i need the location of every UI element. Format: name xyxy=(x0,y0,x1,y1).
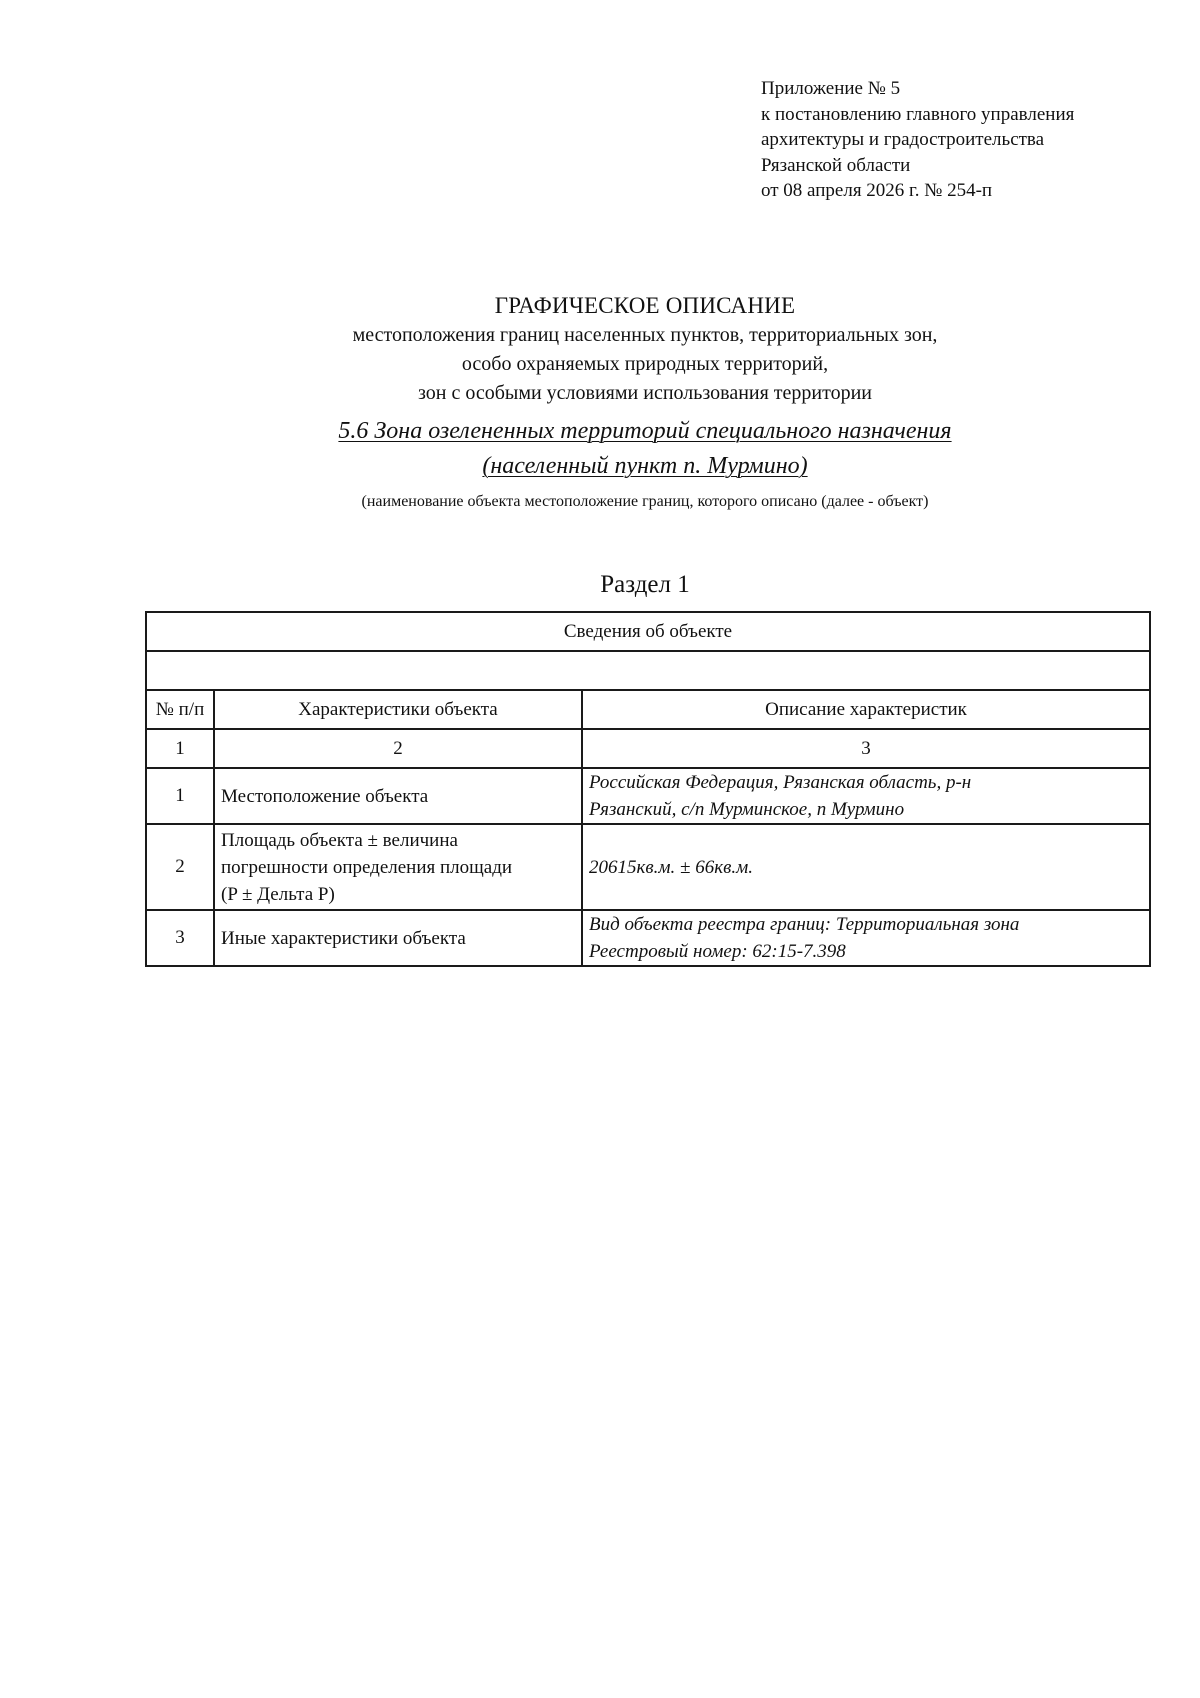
col-header-num: № п/п xyxy=(146,690,214,729)
subtitle-line: местоположения границ населенных пунктов, территориальных зон, xyxy=(352,324,938,346)
empty-row xyxy=(146,651,1150,690)
col-header-characteristic: Характеристики объекта xyxy=(214,690,582,729)
col-index: 2 xyxy=(214,729,582,768)
col-index: 3 xyxy=(582,729,1150,768)
object-info-table xyxy=(145,611,1151,967)
appendix-line: Приложение № 5 xyxy=(761,78,901,99)
object-name-line: (населенный пункт п. Мурмино) xyxy=(482,453,808,479)
appendix-block xyxy=(761,76,1074,204)
table-row xyxy=(146,768,1150,824)
col-header-description: Описание характеристик xyxy=(582,690,1150,729)
object-name xyxy=(0,414,1200,484)
object-name-line: 5.6 Зона озелененных территорий специального назначения xyxy=(338,418,952,444)
col-index: 1 xyxy=(146,729,214,768)
subtitle-line: особо охраняемых природных территорий, xyxy=(461,353,829,375)
table-header: Сведения об объекте xyxy=(146,612,1150,651)
document-title: ГРАФИЧЕСКОЕ ОПИСАНИЕ xyxy=(494,293,796,318)
appendix-line: Рязанской области xyxy=(761,154,911,176)
row-description xyxy=(582,910,1150,966)
row-number: 1 xyxy=(146,768,214,824)
characteristic-line: Площадь объекта ± величина xyxy=(221,829,458,851)
row-characteristic: Иные характеристики объекта xyxy=(214,910,582,966)
row-characteristic: Местоположение объекта xyxy=(214,768,582,824)
appendix-line: от 08 апреля 2026 г. № 254-п xyxy=(761,180,993,201)
description-line: Вид объекта реестра границ: Территориальная зона xyxy=(589,914,1020,935)
description-line: 20615кв.м. ± 66кв.м. xyxy=(589,856,753,878)
characteristic-line: погрешности определения площади xyxy=(221,856,513,878)
subtitle-line: зон с особыми условиями использования территории xyxy=(417,382,873,404)
characteristic-line: (P ± Дельта P) xyxy=(221,883,335,905)
section-title: Раздел 1 xyxy=(600,571,690,598)
row-number: 2 xyxy=(146,824,214,910)
object-note: (наименование объекта местоположение границ, которого описано (далее - объект) xyxy=(361,493,929,510)
row-description xyxy=(582,824,1150,910)
row-description xyxy=(582,768,1150,824)
table-row xyxy=(146,910,1150,966)
row-characteristic xyxy=(214,824,582,910)
description-line: Реестровый номер: 62:15-7.398 xyxy=(589,941,846,962)
title-block xyxy=(0,291,1200,512)
description-line: Рязанский, с/п Мурминское, п Мурмино xyxy=(589,799,905,820)
row-number: 3 xyxy=(146,910,214,966)
description-line: Российская Федерация, Рязанская область, р-н xyxy=(589,772,972,793)
table-row xyxy=(146,824,1150,910)
appendix-line: архитектуры и градостроительства xyxy=(761,129,1045,150)
appendix-line: к постановлению главного управления xyxy=(761,103,1075,125)
